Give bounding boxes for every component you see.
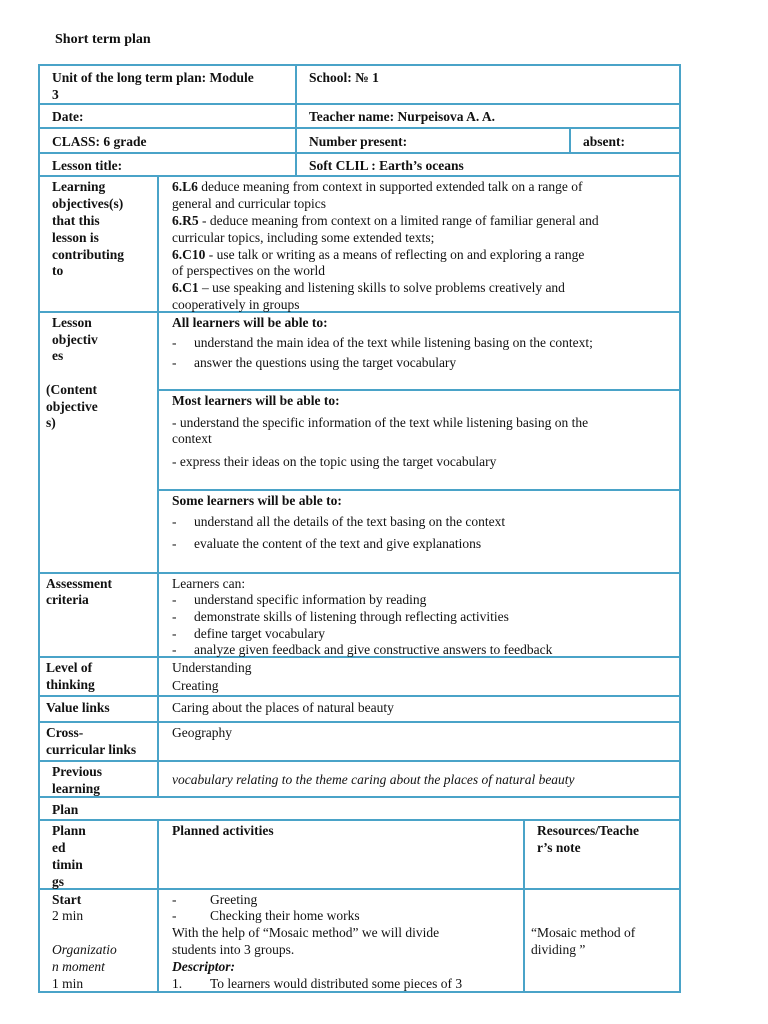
row-divider xyxy=(38,888,681,890)
timings-label: timin xyxy=(52,857,83,872)
lo-label: lesson is xyxy=(52,230,99,245)
level-label: Level of xyxy=(46,660,93,675)
objective-6c1 xyxy=(172,279,565,296)
all-learners-item: answer the questions using the target vocabulary xyxy=(194,355,457,370)
objective-6l6 xyxy=(172,178,583,195)
row-divider xyxy=(38,819,681,821)
row-divider xyxy=(38,175,681,177)
class-label: CLASS: 6 grade xyxy=(52,134,147,149)
descriptor-label: Descriptor: xyxy=(172,959,235,974)
lesson-title-label: Lesson title: xyxy=(52,158,123,173)
resources-label: Resources/Teache xyxy=(537,823,639,838)
resource-note: “Mosaic method of xyxy=(531,925,636,940)
bullet-dash: - xyxy=(172,626,177,641)
most-learners-title: Most learners will be able to: xyxy=(172,393,340,408)
lesson-obj-label: objective xyxy=(46,399,98,414)
row-divider xyxy=(38,103,681,105)
start-time: 2 min xyxy=(52,908,84,923)
level-value: Creating xyxy=(172,678,219,693)
bullet-dash: - xyxy=(172,642,177,657)
activity-item: Checking their home works xyxy=(210,908,360,923)
unit-label-cont: 3 xyxy=(52,87,59,102)
previous-value: vocabulary relating to the theme caring about the places of natural beauty xyxy=(172,772,575,787)
value-links-label: Value links xyxy=(46,700,110,715)
lesson-obj-label: s) xyxy=(46,415,56,430)
row-divider xyxy=(38,695,681,697)
objective-6c10 xyxy=(172,246,584,263)
lo-label: that this xyxy=(52,213,100,228)
timings-label: gs xyxy=(52,874,65,889)
bullet-dash: - xyxy=(172,514,177,529)
lo-label: contributing xyxy=(52,247,125,262)
objective-text-cont: curricular topics, including some extended texts; xyxy=(172,230,435,245)
row-divider xyxy=(38,572,681,574)
objective-text: - use talk or writing as a means of reflecting on and exploring a range xyxy=(205,247,585,262)
cross-label: curricular links xyxy=(46,742,137,757)
teacher-name: Teacher name: Nurpeisova A. A. xyxy=(309,109,496,124)
col-divider xyxy=(569,127,571,153)
all-learners-title: All learners will be able to: xyxy=(172,315,328,330)
bullet-dash: - xyxy=(172,592,177,607)
activity-item: Greeting xyxy=(210,892,258,907)
some-learners-item: understand all the details of the text basing on the context xyxy=(194,514,506,529)
unit-label: Unit of the long term plan: Module xyxy=(52,70,254,85)
bullet-dash: - xyxy=(172,355,177,370)
level-value: Understanding xyxy=(172,660,252,675)
objective-text-cont: of perspectives on the world xyxy=(172,263,325,278)
timings-label: Plann xyxy=(52,823,86,838)
col-divider xyxy=(157,175,159,797)
col-divider xyxy=(157,819,159,992)
objective-text-cont: general and curricular topics xyxy=(172,196,327,211)
lesson-title-value: Soft CLIL : Earth’s oceans xyxy=(309,158,464,173)
bullet-dash: - xyxy=(172,536,177,551)
row-divider xyxy=(159,489,681,491)
most-learners-item-cont: context xyxy=(172,431,212,446)
lesson-obj-label: Lesson xyxy=(52,315,92,330)
descriptor-item: To learners would distributed some pieces of 3 xyxy=(210,976,463,991)
row-divider xyxy=(159,389,681,391)
objective-text: - deduce meaning from context on a limited range of familiar general and xyxy=(198,213,599,228)
col-divider xyxy=(295,64,297,176)
date-label: Date: xyxy=(52,109,84,124)
bullet-dash: - xyxy=(172,892,177,907)
objective-text-cont: cooperatively in groups xyxy=(172,297,300,312)
lo-label: Learning xyxy=(52,179,106,194)
objective-text: deduce meaning from context in supported extended talk on a range of xyxy=(197,179,583,194)
objective-text: – use speaking and listening skills to solve problems creatively and xyxy=(198,280,565,295)
cross-value: Geography xyxy=(172,725,232,740)
most-learners-item: - express their ideas on the topic using the target vocabulary xyxy=(172,454,497,469)
assessment-item: define target vocabulary xyxy=(194,626,325,641)
assessment-item: demonstrate skills of listening through reflecting activities xyxy=(194,609,509,624)
objective-6r5 xyxy=(172,212,599,229)
descriptor-num: 1. xyxy=(172,976,183,991)
assessment-label: criteria xyxy=(46,592,89,607)
assessment-intro: Learners can: xyxy=(172,576,246,591)
assessment-label: Assessment xyxy=(46,576,112,591)
page-title: Short term plan xyxy=(55,32,151,47)
some-learners-title: Some learners will be able to: xyxy=(172,493,342,508)
some-learners-item: evaluate the content of the text and give explanations xyxy=(194,536,482,551)
row-divider xyxy=(38,721,681,723)
activities-label: Planned activities xyxy=(172,823,274,838)
previous-label: learning xyxy=(52,781,101,796)
objective-code: 6.C10 xyxy=(172,247,206,262)
absent-label: absent: xyxy=(583,134,626,149)
row-divider xyxy=(38,796,681,798)
resources-label: r’s note xyxy=(537,840,581,855)
org-label: n moment xyxy=(52,959,105,974)
most-learners-item: - understand the specific information of the text while listening basing on the xyxy=(172,415,589,430)
value-links-value: Caring about the places of natural beauty xyxy=(172,700,394,715)
resource-note: dividing ” xyxy=(531,942,586,957)
lesson-obj-label: es xyxy=(52,348,64,363)
lo-label: to xyxy=(52,263,64,278)
start-label: Start xyxy=(52,892,82,907)
row-divider xyxy=(38,760,681,762)
level-label: thinking xyxy=(46,677,95,692)
table-border-right xyxy=(679,64,681,993)
org-label: Organizatio xyxy=(52,942,117,957)
plan-label: Plan xyxy=(52,802,79,817)
objective-code: 6.R5 xyxy=(172,213,199,228)
bullet-dash: - xyxy=(172,609,177,624)
number-present-label: Number present: xyxy=(309,134,408,149)
row-divider xyxy=(38,152,681,154)
objective-code: 6.L6 xyxy=(172,179,198,194)
assessment-item: analyze given feedback and give constructive answers to feedback xyxy=(194,642,553,657)
org-time: 1 min xyxy=(52,976,84,991)
bullet-dash: - xyxy=(172,335,177,350)
col-divider xyxy=(523,819,525,992)
row-divider xyxy=(38,127,681,129)
objective-code: 6.C1 xyxy=(172,280,199,295)
lesson-obj-label: objectiv xyxy=(52,332,98,347)
bullet-dash: - xyxy=(172,908,177,923)
lesson-obj-label: (Content xyxy=(46,382,97,397)
previous-label: Previous xyxy=(52,764,102,779)
mosaic-text-cont: students into 3 groups. xyxy=(172,942,295,957)
cross-label: Cross- xyxy=(46,725,84,740)
timings-label: ed xyxy=(52,840,66,855)
row-divider xyxy=(38,311,681,313)
lo-label: objectives(s) xyxy=(52,196,124,211)
school-label: School: № 1 xyxy=(309,70,379,85)
assessment-item: understand specific information by reading xyxy=(194,592,427,607)
mosaic-text: With the help of “Mosaic method” we will divide xyxy=(172,925,440,940)
table-border-left xyxy=(38,64,40,993)
all-learners-item: understand the main idea of the text while listening basing on the context; xyxy=(194,335,593,350)
row-divider xyxy=(38,64,681,66)
